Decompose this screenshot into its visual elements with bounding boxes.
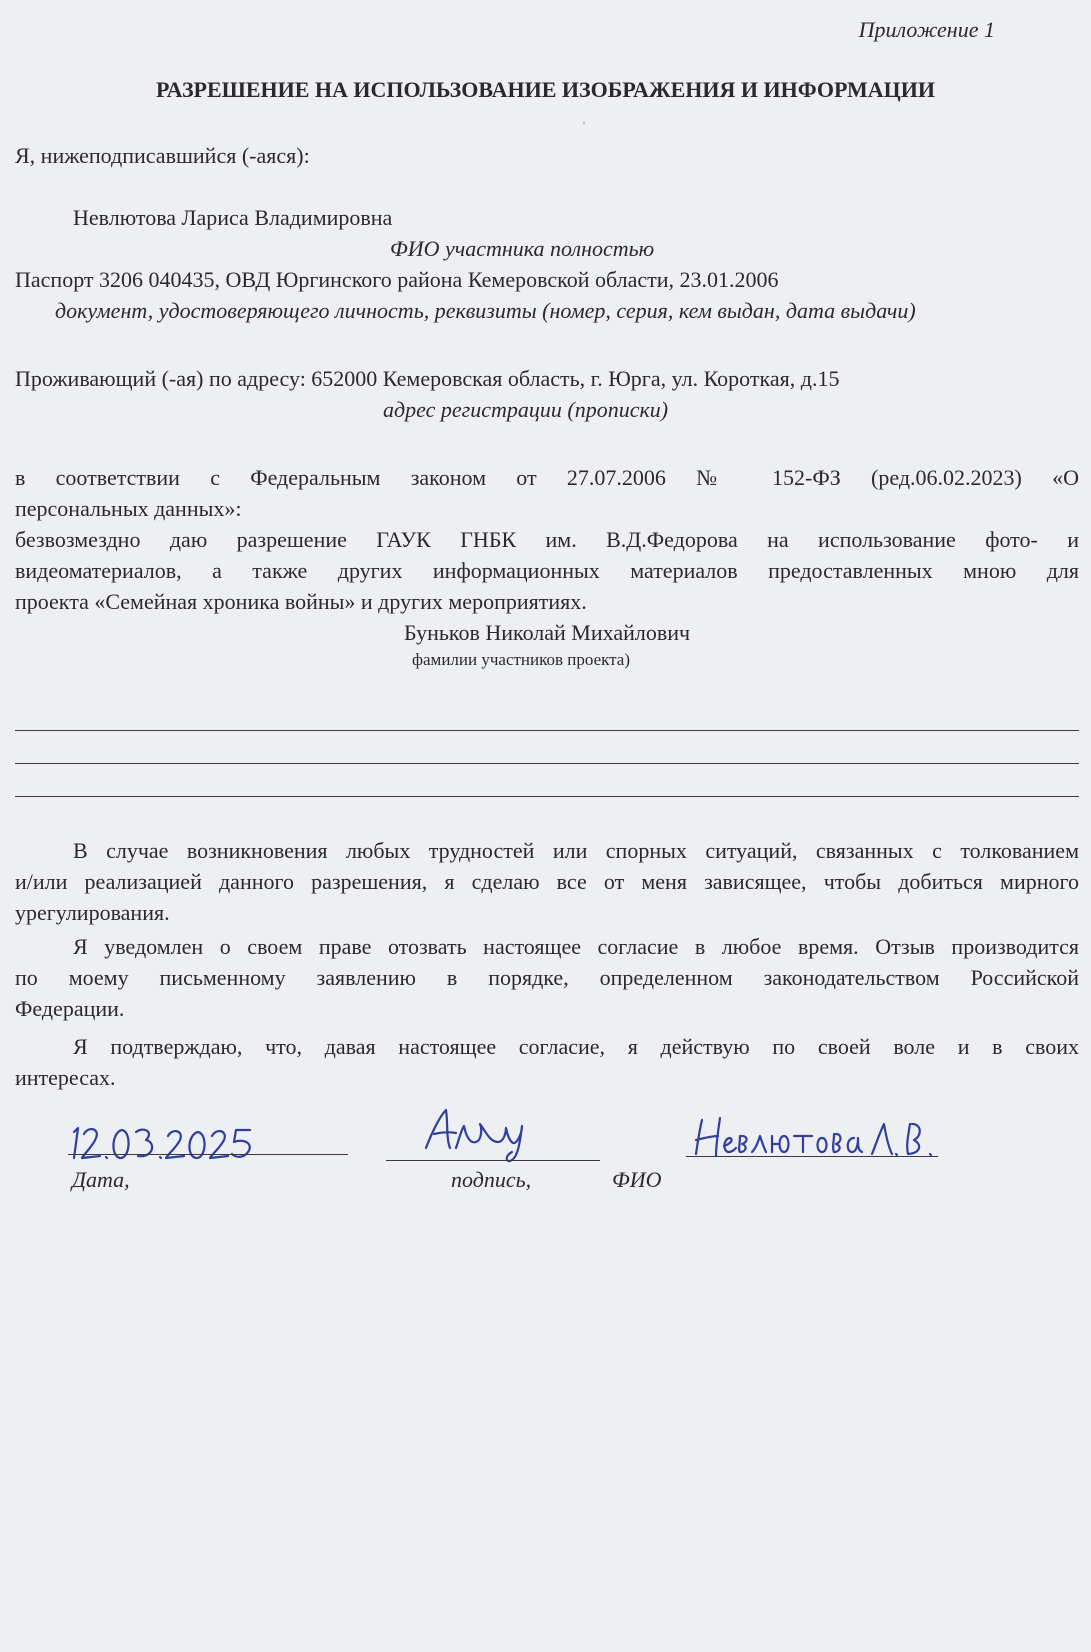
participants-caption: фамилии участников проекта) xyxy=(412,650,631,669)
terms-p1-line2: и/или реализацией данного разрешения, я сделаю все от меня зависящее, чтобы добиться мирного xyxy=(15,869,1079,894)
blank-line-2 xyxy=(15,763,1079,764)
fio-label: ФИО xyxy=(612,1167,662,1192)
participant-full-name: Невлютова Лариса Владимировна xyxy=(73,205,393,230)
terms-p2-line1: Я уведомлен о своем праве отозвать настоящее согласие в любое время. Отзыв производится xyxy=(73,934,1079,959)
blank-line-3 xyxy=(15,796,1079,797)
address-line: Проживающий (-ая) по адресу: 652000 Кемеровская область, г. Юрга, ул. Короткая, д.15 xyxy=(15,366,840,391)
terms-p1-line1: В случае возникновения любых трудностей или спорных ситуаций, связанных с толкованием xyxy=(73,838,1079,863)
signature-line xyxy=(386,1160,600,1161)
permission-line3: проекта «Семейная хроника войны» и других мероприятиях. xyxy=(15,589,587,614)
handwritten-date xyxy=(68,1122,258,1166)
name-caption: ФИО участника полностью xyxy=(390,236,655,261)
date-line xyxy=(68,1154,348,1155)
fio-line xyxy=(686,1156,938,1157)
signature-label: подпись, xyxy=(451,1167,532,1192)
document-title: РАЗРЕШЕНИЕ НА ИСПОЛЬЗОВАНИЕ ИЗОБРАЖЕНИЯ И ИНФОРМАЦИИ xyxy=(155,77,935,102)
date-label: Дата, xyxy=(72,1167,130,1192)
address-caption: адрес регистрации (прописки) xyxy=(383,397,669,422)
law-reference-line2: персональных данных»: xyxy=(15,496,242,521)
permission-line1: безвозмездно даю разрешение ГАУК ГНБК им. В.Д.Федорова на использование фото- и xyxy=(15,527,1079,552)
terms-p2-line2: по моему письменному заявлению в порядке, определенном законодательством Российской xyxy=(15,965,1079,990)
project-participant-name: Буньков Николай Михайлович xyxy=(404,620,691,645)
terms-p3-line1: Я подтверждаю, что, давая настоящее согласие, я действую по своей воле и в своих xyxy=(73,1034,1079,1059)
passport-caption: документ, удостоверяющего личность, реквизиты (номер, серия, кем выдан, дата выдачи) xyxy=(55,298,916,323)
handwritten-fio xyxy=(688,1114,968,1166)
paper-speck xyxy=(583,122,585,124)
blank-line-1 xyxy=(15,730,1079,731)
signature-scribble xyxy=(416,1102,556,1166)
passport-details: Паспорт 3206 040435, ОВД Юргинского района Кемеровской области, 23.01.2006 xyxy=(15,267,779,292)
appendix-label: Приложение 1 xyxy=(858,17,995,42)
terms-p1-line3: урегулирования. xyxy=(15,900,170,925)
undersigned-label: Я, нижеподписавшийся (-аяся): xyxy=(15,143,310,168)
terms-p2-line3: Федерации. xyxy=(15,996,125,1021)
law-reference-line1: в соответствии с Федеральным законом от 27.07.2006 № 152-ФЗ (ред.06.02.2023) «О xyxy=(15,465,1079,490)
permission-line2: видеоматериалов, а также других информационных материалов предоставленных мною для xyxy=(15,558,1079,583)
terms-p3-line2: интересах. xyxy=(15,1065,116,1090)
